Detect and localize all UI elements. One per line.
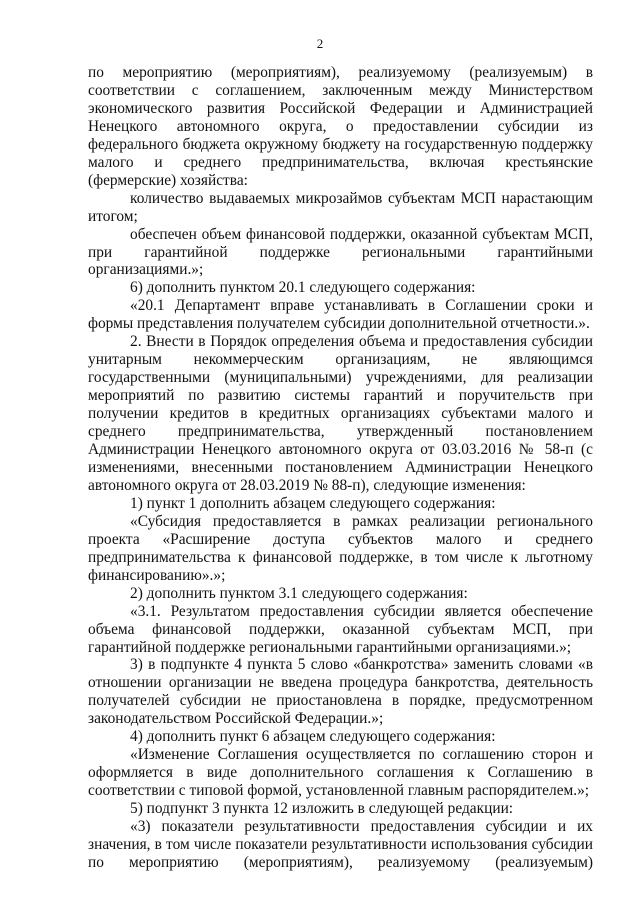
document-body — [88, 64, 593, 872]
paragraph: 6) дополнить пунктом 20.1 следующего содержания: — [130, 279, 476, 297]
paragraph: 2. Внести в Порядок определения объема и предоставления субсидии унитарным некоммерческим организациям, не являющимся государственными (муниципальными) учреждениями, для реализации мероприятий по развитию системы гарантий и поручительств при получении кредитов в кредитных организациях субъектами малого и среднего предпринимательства, утвержденный постановлением Администрации Ненецкого автономного округа от 03.03.2016 № 58-п (с изменениями, внесенными постановлением Администрации Ненецкого автономного округа от 28.03.2019 № 88-п), следующие изменения: — [88, 333, 593, 494]
page-number: 2 — [316, 36, 324, 51]
paragraph: обеспечен объем финансовой поддержки, оказанной субъектам МСП, при гарантийной поддержке региональными гарантийными организациями.»; — [88, 225, 593, 279]
paragraph: 3) в подпункте 4 пункта 5 слово «банкротства» заменить словами «в отношении организации не введена процедура банкротства, деятельность получателей субсидии не приостановлена в порядке, предусмотренном законодательством Российской Федерации.»; — [88, 656, 593, 728]
paragraph: «Субсидия предоставляется в рамках реализации регионального проекта «Расширение доступа субъектов малого и среднего предпринимательства к финансовой поддержке, в том числе к льготному финансированию».»; — [88, 512, 593, 584]
paragraph: «20.1 Департамент вправе устанавливать в Соглашении сроки и формы представления получателем субсидии дополнительной отчетности.». — [88, 297, 593, 333]
paragraph: 4) дополнить пункт 6 абзацем следующего содержания: — [130, 728, 496, 746]
paragraph: 1) пункт 1 дополнить абзацем следующего содержания: — [130, 494, 496, 512]
paragraph: «Изменение Соглашения осуществляется по соглашению сторон и оформляется в виде дополнительного соглашения к Соглашению в соответствии с типовой формой, установленной главным распорядителем.»; — [88, 746, 593, 800]
paragraph: 5) подпункт 3 пункта 12 изложить в следующей редакции: — [130, 800, 514, 818]
paragraph: по мероприятию (мероприятиям), реализуемому (реализуемым) в соответствии с соглашением, заключенным между Министерством экономического развития Российской Федерации и Администрацией Ненецкого автономного округа, о предоставлении субсидии из федерального бюджета окружному бюджету на государственную поддержку малого и среднего предпринимательства, включая крестьянские (фермерские) хозяйства: — [88, 64, 593, 189]
paragraph: количество выдаваемых микрозаймов субъектам МСП нарастающим итогом; — [88, 189, 593, 225]
paragraph: 2) дополнить пунктом 3.1 следующего содержания: — [130, 584, 468, 602]
paragraph: «3) показатели результативности предоставления субсидии и их значения, в том числе показатели результативности использования субсидии по мероприятию (мероприятиям), реализуемому (реализуемым) — [88, 818, 593, 871]
paragraph: «3.1. Результатом предоставления субсидии является обеспечение объема финансовой поддержки, оказанной субъектам МСП, при гарантийной поддержке региональными гарантийными организациями.»; — [88, 602, 593, 656]
